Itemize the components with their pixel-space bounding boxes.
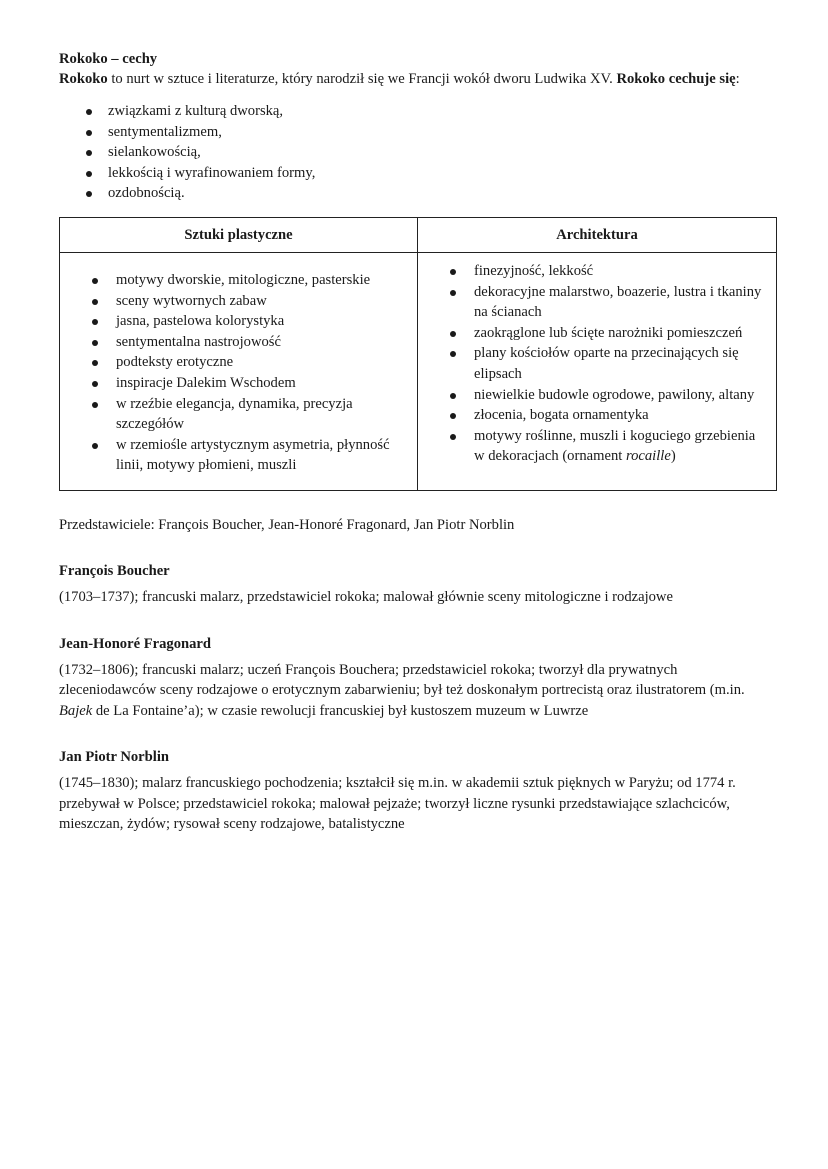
intro-colon: : xyxy=(735,71,740,87)
person-heading-boucher: François Boucher xyxy=(59,562,170,579)
document-title: Rokoko – cechy xyxy=(59,51,158,67)
person-heading-fragonard: Jean-Honoré Fragonard xyxy=(59,635,212,652)
list-item: związkami z kulturą dworską, xyxy=(59,101,777,122)
list-item: dekoracyjne malarstwo, boazerie, lustra i tkaniny na ścianach xyxy=(418,282,766,323)
comparison-table xyxy=(59,217,777,491)
list-item: jasna, pastelowa kolorystyka xyxy=(60,311,407,332)
list-item: plany kościołów oparte na przecinających się elipsach xyxy=(418,343,766,384)
person-heading-norblin: Jan Piotr Norblin xyxy=(59,749,170,766)
intro-lead-bold: Rokoko xyxy=(59,71,108,87)
list-item: inspiracje Dalekim Wschodem xyxy=(60,373,407,394)
person-bio-boucher: (1703–1737); francuski malarz, przedstawiciel rokoka; malował głównie sceny mitologiczne i rodzajowe xyxy=(59,588,673,605)
list-item: sielankowością, xyxy=(59,142,777,163)
bio-text: de La Fontaine’a); w czasie rewolucji francuskiej był kustoszem muzeum w Luwrze xyxy=(92,702,589,719)
bio-italic: Bajek xyxy=(59,702,93,719)
list-item-italic: rocaille xyxy=(625,448,671,465)
list-item: finezyjność, lekkość xyxy=(418,261,766,282)
list-item: sentymentalna nastrojowość xyxy=(60,332,407,353)
person-bio-norblin: (1745–1830); malarz francuskiego pochodzenia; kształcił się m.in. w akademii sztuk pięknych w Paryżu; od 1774 r. przebywał w Polsce; przedstawiciel rokoka; malował pejzaże; tworzył liczne rysunki przedstawiające szlachciców, mieszczan, żydów; rysował sceny rodzajowe, batalistyczne xyxy=(59,775,736,833)
list-item: w rzeźbie elegancja, dynamika, precyzja szczegółów xyxy=(60,394,407,435)
list-item: w rzemiośle artystycznym asymetria, płynność linii, motywy płomieni, muszli xyxy=(60,435,407,476)
architecture-list xyxy=(418,261,766,467)
table-cell-architecture xyxy=(418,253,776,490)
list-item-close: ) xyxy=(670,448,676,465)
intro-paragraph xyxy=(59,69,777,89)
table-header-architecture: Architektura xyxy=(418,218,776,253)
list-item-text: motywy roślinne, muszli i koguciego grzebienia w dekoracjach (ornament xyxy=(474,427,756,465)
table-cell-visual-arts xyxy=(60,253,418,490)
list-item: lekkością i wyrafinowaniem formy, xyxy=(59,163,777,184)
document-page xyxy=(59,49,777,835)
table-header-visual-arts: Sztuki plastyczne xyxy=(60,218,418,253)
intro-text: to nurt w sztuce i literaturze, który narodził się we Francji wokół dworu Ludwika XV. xyxy=(107,71,617,87)
bio-text: (1732–1806); francuski malarz; uczeń François Bouchera; przedstawiciel rokoka; tworzył dla prywatnych zleceniodawców sceny rodzajowe o erotycznym zabarwieniu; był też doskonałym portrecistą oraz ilustratorem (m.in. xyxy=(59,661,745,699)
list-item xyxy=(418,426,766,467)
list-item: niewielkie budowle ogrodowe, pawilony, altany xyxy=(418,385,766,406)
list-item: ozdobnością. xyxy=(59,183,777,204)
list-item: sceny wytwornych zabaw xyxy=(60,291,407,312)
list-item: motywy dworskie, mitologiczne, pasterskie xyxy=(60,270,407,291)
features-list xyxy=(59,101,777,204)
list-item: sentymentalizmem, xyxy=(59,122,777,143)
list-item: zaokrąglone lub ścięte narożniki pomieszczeń xyxy=(418,323,766,344)
representatives-line: Przedstawiciele: François Boucher, Jean-Honoré Fragonard, Jan Piotr Norblin xyxy=(59,516,515,533)
intro-trail-bold: Rokoko cechuje się xyxy=(616,71,736,87)
list-item: złocenia, bogata ornamentyka xyxy=(418,405,766,426)
visual-arts-list xyxy=(60,270,407,476)
list-item: podteksty erotyczne xyxy=(60,352,407,373)
person-bio-fragonard xyxy=(59,660,777,722)
